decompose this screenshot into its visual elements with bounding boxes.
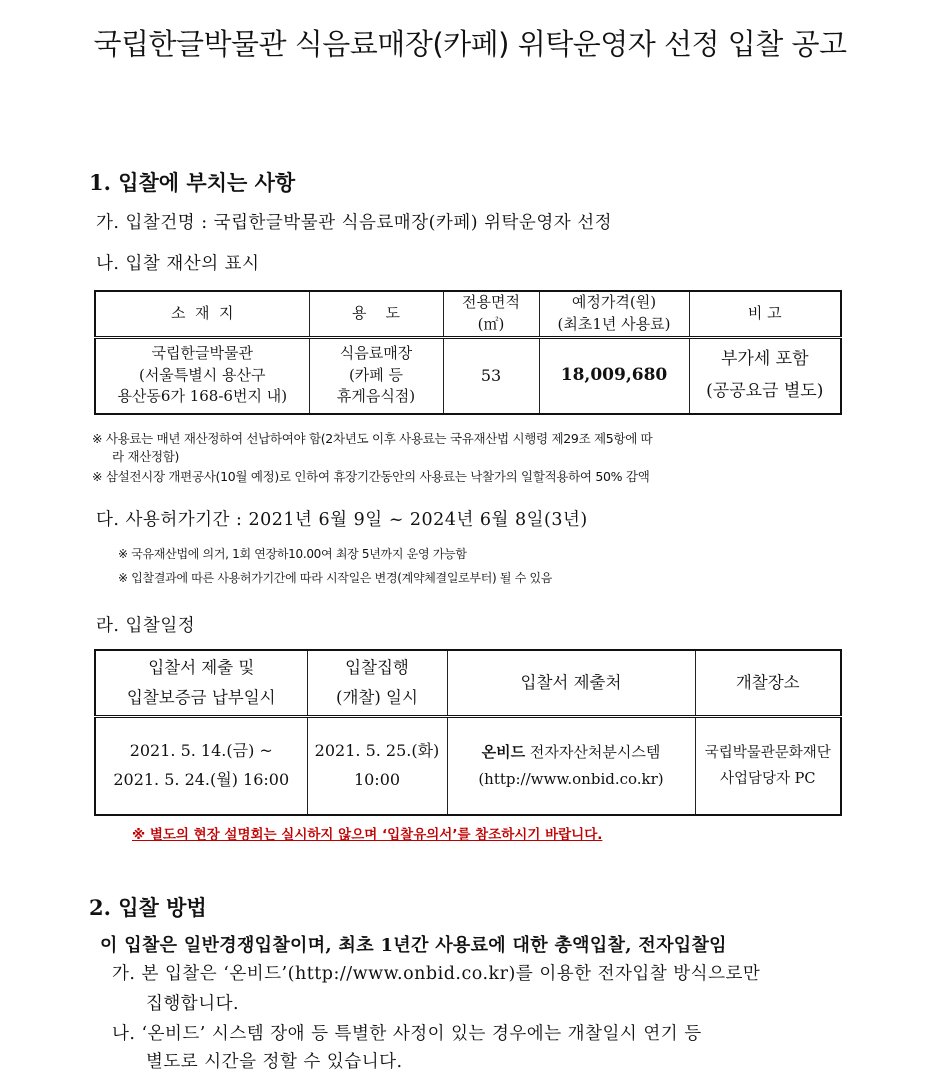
use-line2: (카페 등: [348, 365, 404, 384]
header-use-text: 용 도: [351, 303, 401, 322]
use-line1: 식음료매장: [339, 343, 413, 362]
note-extension: ※ 국유재산법에 의거, 1회 연장하10.00여 최장 5년까지 운영 가능함: [118, 547, 467, 561]
onbid-url: (http://www.onbid.co.kr): [478, 770, 664, 788]
exec-line1: 2021. 5. 25.(화): [314, 741, 440, 761]
property-table-header: [95, 291, 841, 337]
location-line2: (서울특별시 용산구: [138, 365, 266, 384]
header-place-text: 입찰서 제출처: [520, 673, 622, 693]
price-value: 18,009,680: [560, 365, 668, 386]
header-area-line1: 전용면적: [462, 293, 520, 311]
place-line1: [448, 739, 695, 766]
header-use: [309, 291, 443, 337]
table-row: [95, 717, 841, 816]
header-open: [695, 650, 841, 717]
bid-method-summary: 이 입찰은 일반경쟁입찰이며, 최초 1년간 사용료에 대한 총액입찰, 전자입찰임: [100, 935, 727, 956]
section-1-heading: 1. 입찰에 부치는 사항: [89, 170, 296, 195]
place-system: 전자자산처분시스템: [525, 743, 661, 761]
header-location: [95, 291, 309, 337]
schedule-table-header: [95, 650, 841, 717]
remark-line1: 부가세 포함: [720, 349, 809, 370]
header-remark: [689, 291, 841, 337]
cell-exec: [307, 717, 447, 816]
open-line2: 사업담당자 PC: [720, 771, 816, 787]
area-value: 53: [480, 365, 502, 385]
cell-location: [95, 337, 309, 414]
remark-line2: (공공요금 별도): [706, 380, 824, 401]
location-line3: 용산동6가 168-6번지 내): [117, 387, 288, 406]
header-location-text: 소 재 지: [170, 303, 234, 322]
table-row: [95, 337, 841, 414]
cell-place: [447, 717, 695, 816]
header-submit-line2: 입찰보증금 납부일시: [126, 688, 276, 707]
note-renovation-discount: ※ 삼설전시장 개편공사(10월 예정)로 인하여 휴장기간동안의 사용료는 낙찰가의 일할적용하여 50% 감액: [92, 469, 650, 484]
use-line3: 휴게음식점): [336, 387, 416, 406]
note-start-date: ※ 입찰결과에 따른 사용허가기간에 따라 시작일은 변경(계약체결일로부터) 될 수 있음: [118, 571, 553, 585]
item-na-system-failure-line2: 별도로 시간을 정할 수 있습니다.: [146, 1052, 403, 1072]
header-place: [447, 650, 695, 717]
header-exec-line2: (개찰) 일시: [336, 688, 418, 707]
header-remark-text: 비 고: [747, 303, 782, 322]
item-ga-bid-name: 가. 입찰건명 : 국립한글박물관 식음료매장(카페) 위탁운영자 선정: [96, 213, 613, 233]
note-fee-recalc: ※ 사용료는 매년 재산정하여 선납하여야 함(2차년도 이후 사용료는 국유재산법 시행령 제29조 제5항에 따: [92, 431, 653, 446]
header-area: [443, 291, 539, 337]
exec-line2: 10:00: [353, 770, 401, 789]
item-ga-onbid-line2: 집행합니다.: [146, 994, 240, 1014]
header-submit: [95, 650, 307, 717]
onbid-name: 온비드: [481, 743, 526, 761]
item-da-period: 다. 사용허가기간 : 2021년 6월 9일 ~ 2024년 6월 8일(3년): [96, 510, 588, 530]
cell-open: [695, 717, 841, 816]
cell-submit: [95, 717, 307, 816]
item-na-property: 나. 입찰 재산의 표시: [96, 254, 260, 274]
page-title: 국립한글박물관 식음료매장(카페) 위탁운영자 선정 입찰 공고: [93, 27, 847, 61]
open-line1: 국립박물관문화재단: [704, 744, 831, 761]
header-price-line1: 예정가격(원): [571, 293, 657, 311]
header-price: [539, 291, 689, 337]
item-na-system-failure-line1: 나. ‘온비드’ 시스템 장애 등 특별한 사정이 있는 경우에는 개찰일시 연기 등: [112, 1024, 702, 1044]
item-ra-schedule: 라. 입찰일정: [96, 616, 196, 636]
submit-line2: 2021. 5. 24.(월) 16:00: [113, 770, 290, 789]
property-table: [94, 290, 842, 415]
schedule-table: [94, 649, 842, 816]
note-fee-recalc-cont: 라 재산정함): [112, 449, 180, 464]
notice-no-briefing: ※ 별도의 현장 설명회는 실시하지 않으며 ‘입찰유의서’를 참조하시기 바랍니다.: [132, 827, 603, 843]
cell-price: [539, 337, 689, 414]
cell-use: [309, 337, 443, 414]
cell-remark: [689, 337, 841, 414]
header-exec: [307, 650, 447, 717]
item-ga-onbid-line1: 가. 본 입찰은 ‘온비드’(http://www.onbid.co.kr)를 이용한 전자입찰 방식으로만: [112, 964, 761, 984]
header-exec-line1: 입찰집행: [345, 658, 409, 678]
section-2-heading: 2. 입찰 방법: [89, 895, 207, 920]
header-area-line2: (㎡): [477, 314, 505, 333]
header-open-text: 개찰장소: [735, 673, 800, 693]
header-submit-line1: 입찰서 제출 및: [148, 658, 255, 678]
cell-area: [443, 337, 539, 414]
header-price-line2: (최초1년 사용료): [557, 314, 671, 333]
location-line1: 국립한글박물관: [151, 343, 253, 362]
submit-line1: 2021. 5. 14.(금) ~: [129, 741, 273, 761]
